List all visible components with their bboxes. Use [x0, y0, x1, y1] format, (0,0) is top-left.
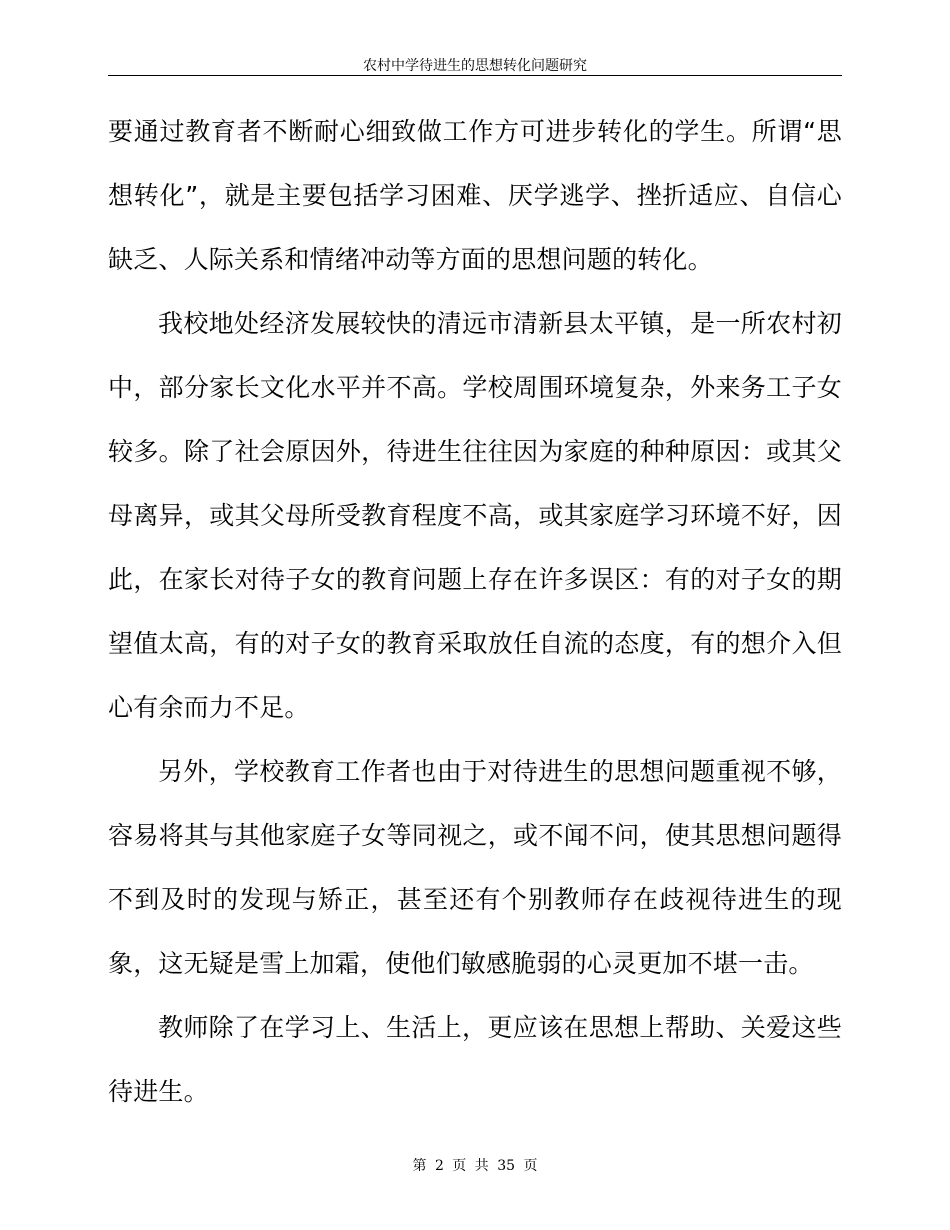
paragraph: 我校地处经济发展较快的清远市清新县太平镇，是一所农村初中，部分家长文化水平并不高。学校周围环境复杂，外来务工子女较多。除了社会原因外，待进生往往因为家庭的种种原因：或其父母离异，或其父母所受教育程度不高，或其家庭学习环境不好，因此，在家长对待子女的教育问题上存在许多误区：有的对子女的期望值太高，有的对子女的教育采取放任自流的态度，有的想介入但心有余而力不足。 — [108, 309, 842, 722]
paragraph: 另外，学校教育工作者也由于对待进生的思想问题重视不够，容易将其与其他家庭子女等同视之，或不闻不问，使其思想问题得不到及时的发现与矫正，甚至还有个别教师存在歧视待进生的现象，这无疑是雪上加霜，使他们敏感脆弱的心灵更加不堪一击。 — [108, 757, 842, 978]
document-body — [108, 100, 842, 1124]
header-divider — [108, 75, 842, 76]
running-header: 农村中学待进生的思想转化问题研究 — [363, 58, 587, 74]
paragraph: 教师除了在学习上、生活上，更应该在思想上帮助、关爱这些待进生。 — [108, 1013, 842, 1106]
paragraph-continuation: 要通过教育者不断耐心细致做工作方可进步转化的学生。所谓“思想转化”，就是主要包括学习困难、厌学逃学、挫折适应、自信心缺乏、人际关系和情绪冲动等方面的思想问题的转化。 — [108, 117, 842, 274]
page-number: 第 2 页 共 35 页 — [412, 1158, 538, 1174]
